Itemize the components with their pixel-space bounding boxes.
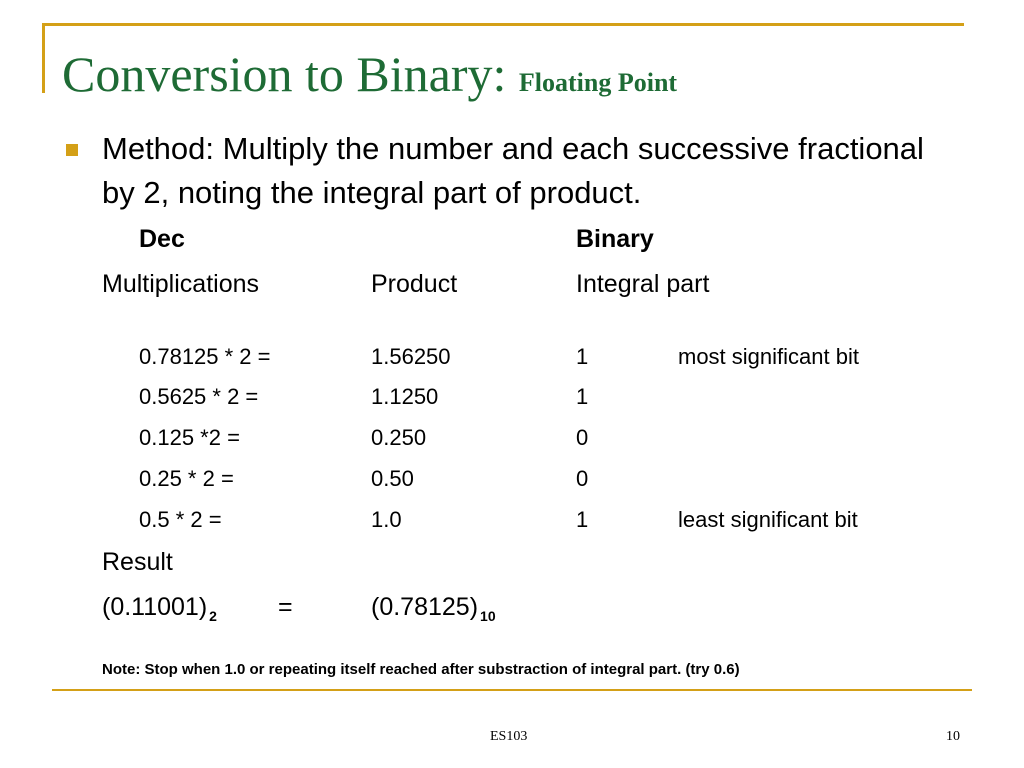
result-decimal [371,593,496,622]
result-binary [102,593,217,622]
column-multiplications: Multiplications [102,270,260,298]
row-product: 1.56250 [371,344,451,369]
footer-course: ES103 [490,729,528,744]
row-integral-bit: 1 [576,344,589,369]
header-binary: Binary [576,225,654,253]
result-label: Result [102,548,173,576]
frame-left-rule [42,23,45,93]
column-integral-part: Integral part [576,270,710,298]
row-note: least significant bit [678,507,858,532]
frame-top-rule [42,23,964,26]
result-binary-base: 2 [209,608,217,624]
result-binary-value: (0.11001) [102,593,208,621]
stop-note: Note: Stop when 1.0 or repeating itself reached after substraction of integral part. (try 0.6) [102,661,740,678]
footer-rule [52,689,972,691]
row-integral-bit: 0 [576,425,589,450]
row-product: 0.50 [371,466,414,491]
bullet-square-icon [66,144,78,156]
row-note: most significant bit [678,344,859,369]
row-product: 1.0 [371,507,402,532]
row-integral-bit: 1 [576,384,589,409]
row-multiplication: 0.5625 * 2 = [139,384,259,409]
column-product: Product [371,270,458,298]
row-product: 0.250 [371,425,427,450]
row-multiplication: 0.25 * 2 = [139,466,234,491]
method-bullet: Method: Multiply the number and each successive fractional by 2, noting the integral part of product. [102,131,924,210]
row-product: 1.1250 [371,384,439,409]
row-integral-bit: 0 [576,466,589,491]
header-dec: Dec [139,225,185,253]
title-subtitle: Floating Point [518,68,678,97]
page-number: 10 [946,729,960,744]
row-multiplication: 0.78125 * 2 = [139,344,271,369]
result-equals: = [278,593,293,621]
row-multiplication: 0.5 * 2 = [139,507,222,532]
title-main: Conversion to Binary: [62,46,507,102]
result-decimal-value: (0.78125) [371,593,479,621]
slide-title [62,42,677,115]
result-decimal-base: 10 [480,608,496,624]
row-multiplication: 0.125 *2 = [139,425,240,450]
row-integral-bit: 1 [576,507,589,532]
